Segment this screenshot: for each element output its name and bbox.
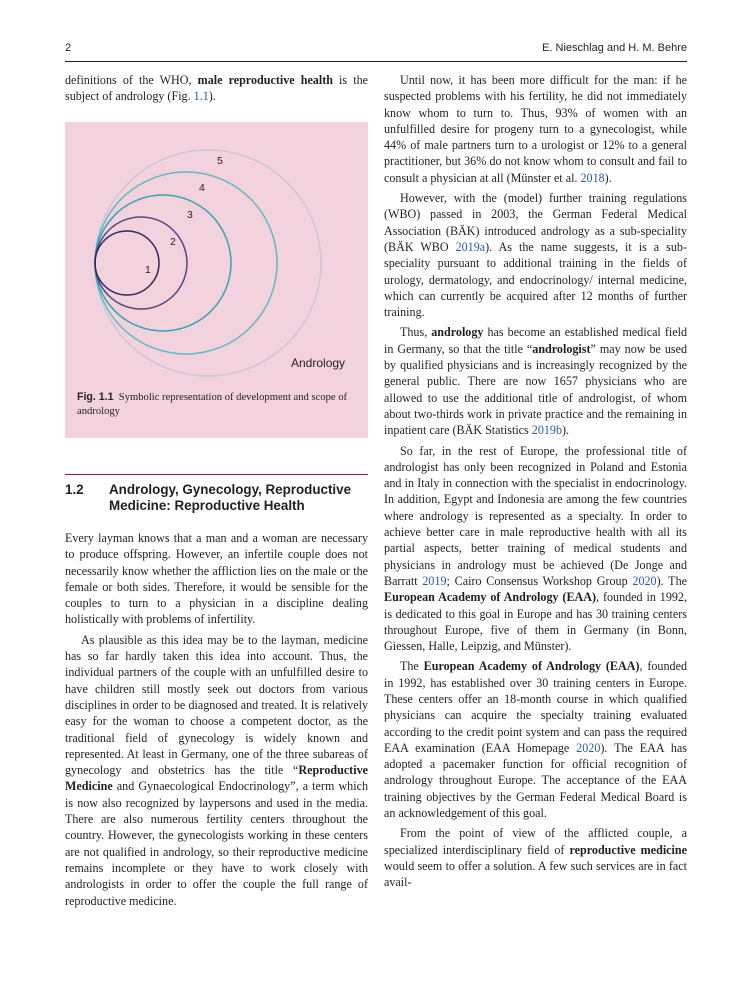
paragraph: The European Academy of Andrology (EAA), founded in 1992, has established over 30 training centers in Europe. These centers offer an 18-month course in which qualified physicians can acquire the specialty training evaluated according to the credit point system and can pass the required EAA examination (EAA Homepage 2020). The EAA has adopted a pacemaker function for official recognition of andrology throughout Europe. The acceptance of the EAA training objectives by the German Federal Medical Board is an acknowledgement of this goal. [384, 659, 687, 821]
circle-label-2: 2 [170, 236, 176, 248]
circle-5 [95, 150, 321, 376]
circle-2 [95, 217, 187, 309]
right-column [384, 72, 687, 891]
circle-label-1: 1 [145, 264, 151, 276]
circle-1 [95, 231, 159, 295]
citation-link[interactable]: 2018 [580, 170, 605, 185]
left-column-body [65, 530, 368, 909]
paragraph: Every layman knows that a man and a woman are necessary to produce offspring. However, an infertile couple does not necessarily know whether the affliction lies on the male or the female or both sides. Therefore, it would be sensible for the couples to turn to a physician in a discipline dealing holistically with problems of infertility. [65, 531, 368, 627]
citation-link[interactable]: 2020 [632, 573, 657, 588]
paragraph: Thus, andrology has become an established medical field in Germany, so that the title “andrologist” may now be used by qualified physicians and is increasingly recognized by the general public. There are now 1657 physicians who are allowed to use the additional title of andrologist, of whom about two-thirds work in private practice and the remaining in inpatient care (BÄK Statistics 2019b). [384, 325, 687, 438]
paragraph: As plausible as this idea may be to the layman, medicine has so far hardly taken this idea into account. Thus, the individual partners of the couple with an unfulfilled desire to have children still mostly seek out doctors from various disciplines in order to be diagnosed and treated. It is relatively easy for the woman to choose a competent doctor, as the traditional field of gynecology is widely known and represented. At least in Germany, one of the three subareas of gynecology and obstetrics has the title “Reproductive Medicine and Gynaecological Endocrinology”, a term which is now also recognized by laypersons and used in the media. There are also numerous fertility centers throughout the country. However, the gynecologists working in these centers are not qualified in andrology, so their reproductive medicine remains incomplete or they have to work closely with andrologists in order to offer the couple the full range of reproductive medicine. [65, 632, 368, 908]
section-title: Andrology, Gynecology, Reproductive Medicine: Reproductive Health [109, 482, 352, 513]
circle-label-5: 5 [217, 155, 223, 167]
caption-label: Fig. 1.1 [77, 391, 114, 403]
paragraph: So far, in the rest of Europe, the professional title of andrologist has only been recognized in Poland and Estonia and in Italy in connection with the specialist in endocrinology. In addition, Egypt and Indonesia are among the few countries where andrology is represented as a specialty. In order to achieve better care in male reproductive health with all its partial aspects, better training of medical students and physicians in andrology must be achieved (De Jonge and Barratt 2019; Cairo Consensus Workshop Group 2020). The European Academy of Andrology (EAA), founded in 1992, is dedicated to this goal in Europe and has 30 training centers throughout Europe, five of them in Germany (in Bonn, Giessen, Halle, Leipzig, and Münster). [384, 443, 687, 654]
citation-link[interactable]: 2019 [422, 573, 447, 588]
andrology-label: Andrology [291, 356, 346, 370]
left-column-top [65, 72, 368, 105]
page-number: 2 [65, 42, 72, 54]
running-header [65, 42, 687, 60]
running-authors: E. Nieschlag and H. M. Behre [542, 42, 687, 54]
paragraph: From the point of view of the afflicted couple, a specialized interdisciplinary field of reproductive medicine would seem to offer a solution. A few such services are in fact avail- [384, 826, 687, 890]
intro-paragraph: definitions of the WHO, male reproductive health is the subject of andrology (Fig. 1.1). [65, 73, 368, 104]
figure-1-1 [65, 122, 368, 438]
circle-3 [95, 195, 231, 331]
figure-link[interactable]: 1.1 [193, 89, 209, 104]
paragraph: However, with the (model) further training regulations (WBO) passed in 2003, the German Federal Medical Association (BÄK) introduced andrology as a sub-speciality (BÄK WBO 2019a). As the name suggests, it is a sub-speciality pursuant to additional training in the fields of urology, dermatology, and endocrinology/ internal medicine, which can currently be acquired after 12 months of further training. [384, 191, 687, 320]
citation-link[interactable]: 2019a [455, 239, 486, 254]
section-number: 1.2 [65, 482, 84, 497]
circle-label-4: 4 [199, 182, 205, 194]
citation-link[interactable]: 2019b [531, 423, 563, 438]
header-rule [65, 61, 687, 62]
section-rule [65, 474, 368, 475]
paragraph: Until now, it has been more difficult for the man: if he suspected problems with his fertility, he did not immediately know whom to turn to. Thus, 93% of women with an unfulfilled desire for progeny turn to a gynecologist, while 44% of male partners turn to a urologist or 12% to a general practitioner, but 36% do not know whom to consult and fail to consult a physician at all (Münster et al. 2018). [384, 73, 687, 185]
figure-caption [77, 391, 357, 418]
circle-label-3: 3 [187, 209, 193, 221]
caption-text: Symbolic representation of development and scope of andrology [77, 392, 348, 417]
citation-link[interactable]: 2020 [576, 740, 601, 755]
